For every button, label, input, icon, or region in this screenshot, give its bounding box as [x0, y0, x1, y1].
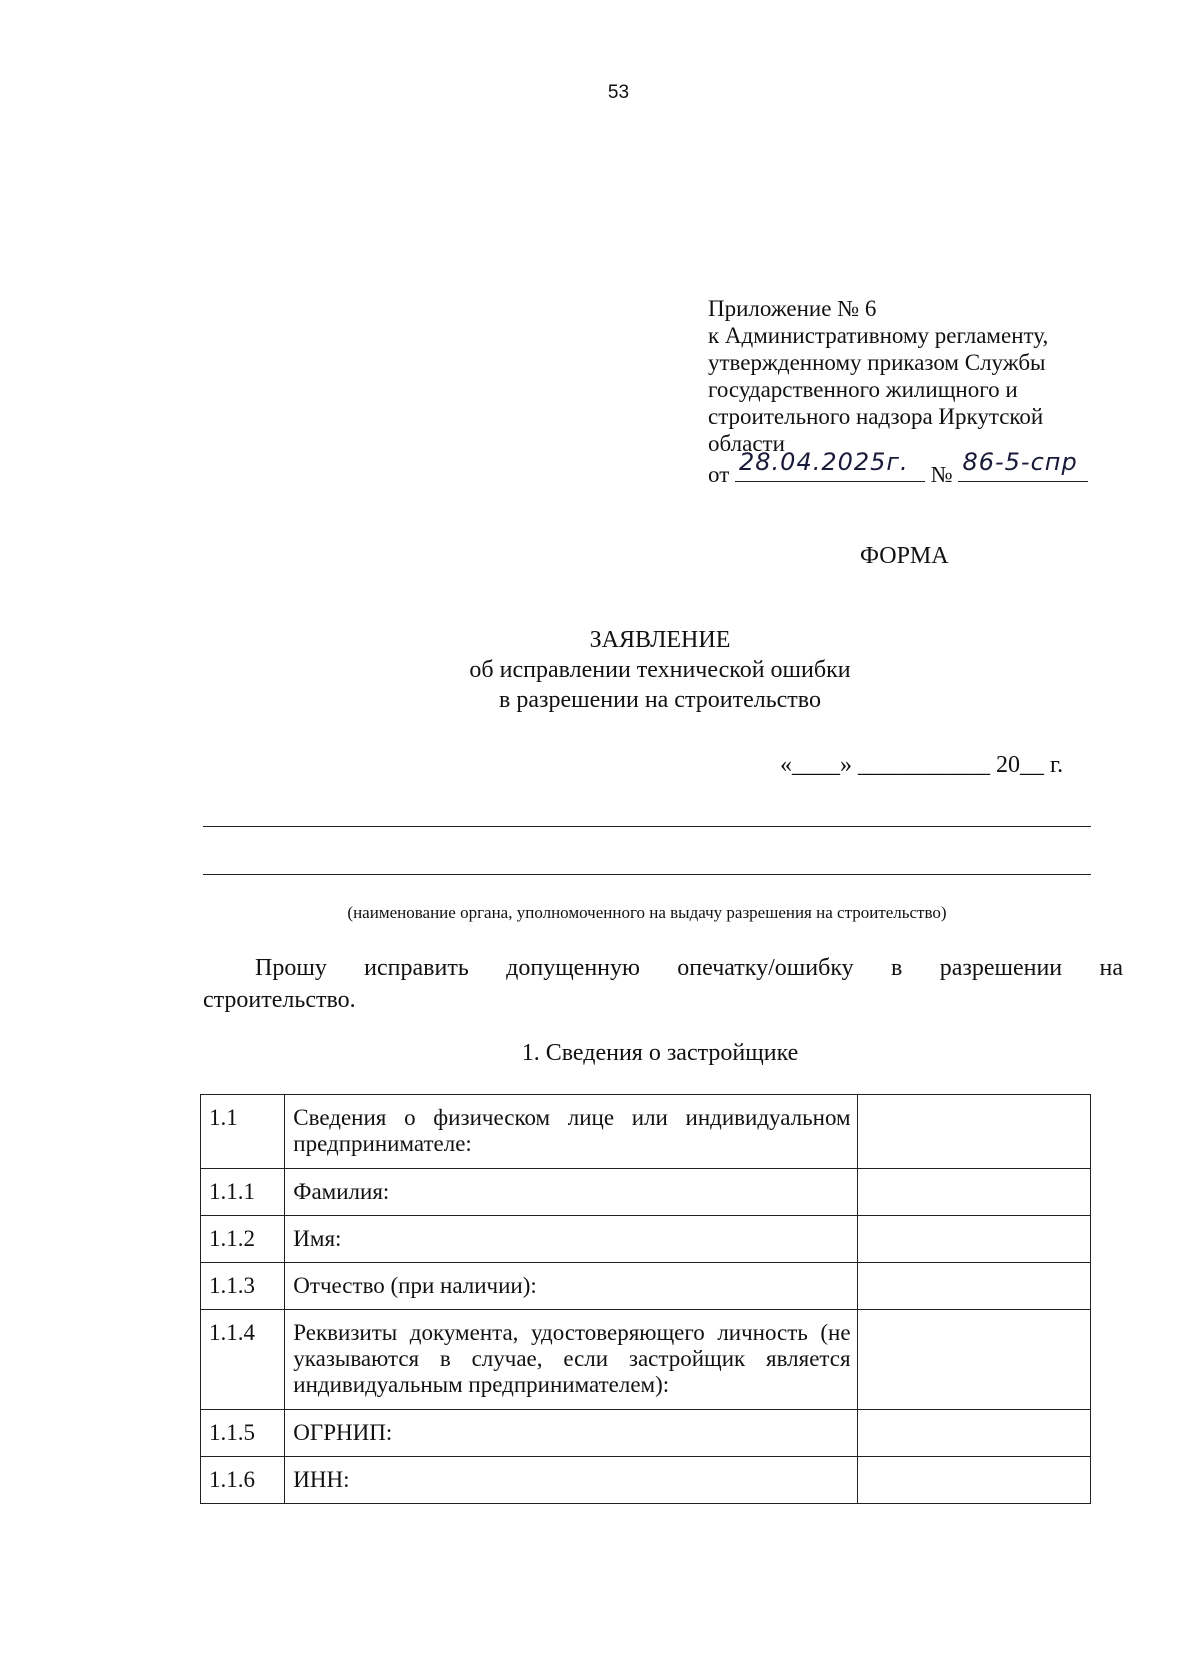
table-row: [201, 1457, 1091, 1504]
row-number: 1.1.2: [201, 1216, 285, 1263]
appendix-line: государственного жилищного и: [708, 377, 1018, 402]
row-label: Имя:: [285, 1216, 857, 1263]
row-number: 1.1.5: [201, 1410, 285, 1457]
handwritten-date: 28.04.2025г.: [739, 448, 909, 476]
row-value: [857, 1457, 1090, 1504]
appendix-line: к Административному регламенту,: [708, 323, 1049, 348]
date-field: «____» ___________ 20__ г.: [780, 752, 1064, 778]
date-field: [735, 448, 925, 482]
number-sign: №: [930, 462, 953, 487]
developer-info-table: [200, 1094, 1091, 1504]
row-number: 1.1.6: [201, 1457, 285, 1504]
section-title: 1. Сведения о застройщике: [521, 1040, 799, 1066]
row-value: [857, 1263, 1090, 1310]
title-line: ЗАЯВЛЕНИЕ: [589, 627, 731, 653]
appendix-line: строительного надзора Иркутской: [708, 404, 1044, 429]
number-field: [958, 448, 1088, 482]
row-number: 1.1.3: [201, 1263, 285, 1310]
table-row: [201, 1263, 1091, 1310]
table-row: [201, 1310, 1091, 1410]
row-label: ИНН:: [285, 1457, 857, 1504]
title-line: в разрешении на строительство: [499, 687, 821, 713]
form-label: ФОРМА: [860, 543, 949, 569]
appendix-line: утвержденному приказом Службы: [708, 350, 1046, 375]
table-row: [201, 1216, 1091, 1263]
row-label: ОГРНИП:: [285, 1410, 857, 1457]
row-number: 1.1: [201, 1095, 285, 1169]
handwritten-number: 86-5-спр: [962, 448, 1078, 476]
row-value: [857, 1410, 1090, 1457]
row-value: [857, 1169, 1090, 1216]
table-row: [201, 1095, 1091, 1169]
row-label: Отчество (при наличии):: [285, 1263, 857, 1310]
row-label: Реквизиты документа, удостоверяющего личность (не указываются в случае, если застройщик является индивидуальным предпринимателем):: [285, 1310, 857, 1410]
date-prefix: от: [708, 462, 730, 487]
order-date-line: [708, 448, 1128, 488]
request-text: [203, 952, 1123, 1016]
authority-caption: (наименование органа, уполномоченного на выдачу разрешения на строительство): [347, 903, 947, 922]
authority-line-1: [203, 826, 1091, 827]
row-number: 1.1.1: [201, 1169, 285, 1216]
table-row: [201, 1169, 1091, 1216]
request-line: строительство.: [203, 987, 356, 1013]
row-value: [857, 1310, 1090, 1410]
request-line: Прошу исправить допущенную опечатку/ошибку в разрешении на: [255, 955, 1123, 981]
page-number: 53: [607, 82, 630, 103]
title-line: об исправлении технической ошибки: [469, 657, 851, 683]
row-number: 1.1.4: [201, 1310, 285, 1410]
appendix-line: области: [708, 431, 785, 456]
authority-line-2: [203, 874, 1091, 875]
document-title: [0, 625, 1200, 715]
appendix-header: [708, 295, 1128, 488]
row-label: Фамилия:: [285, 1169, 857, 1216]
row-value: [857, 1216, 1090, 1263]
row-label: Сведения о физическом лице или индивидуальном предпринимателе:: [285, 1095, 857, 1169]
appendix-line: Приложение № 6: [708, 296, 877, 321]
row-value: [857, 1095, 1090, 1169]
table-row: [201, 1410, 1091, 1457]
